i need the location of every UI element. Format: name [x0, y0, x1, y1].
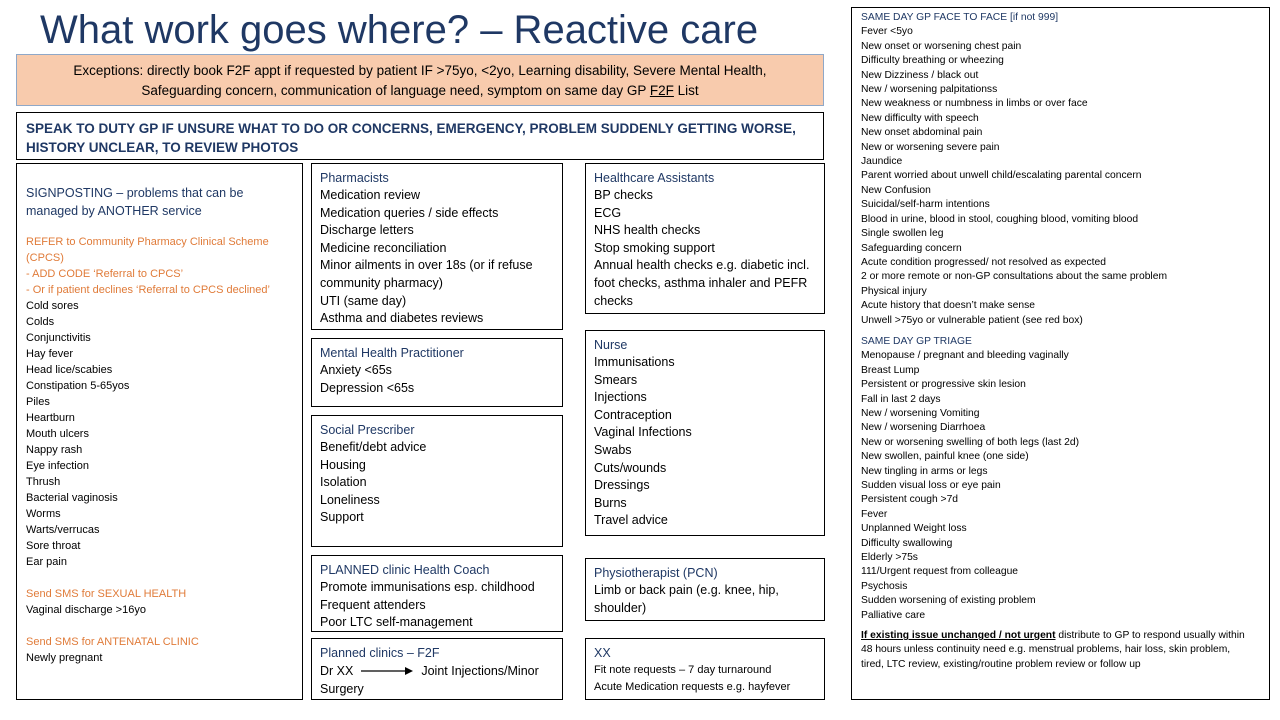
list-item: 2 or more remote or non-GP consultations about the same problem	[861, 271, 1168, 283]
mental-health-list	[320, 362, 554, 397]
arrow-right-icon	[361, 666, 413, 676]
list-item: Sudden visual loss or eye pain	[861, 480, 1001, 491]
clinic-doctor: Dr XX	[320, 664, 354, 678]
list-item: New Confusion	[861, 184, 931, 196]
list-item: New or worsening swelling of both legs (last 2d)	[861, 436, 1080, 448]
list-item: Medication queries / side effects	[320, 205, 499, 220]
health-coach-panel	[311, 555, 563, 632]
list-item: New weakness or numbness in limbs or over face	[861, 98, 1088, 110]
list-item: New or worsening severe pain	[861, 141, 1000, 153]
list-item: Fever <5yo	[861, 26, 913, 38]
mental-health-heading: Mental Health Practitioner	[320, 346, 464, 360]
list-item: Colds	[26, 316, 55, 328]
nurse-panel	[585, 330, 825, 536]
existing-issue-text: distribute to GP to respond usually within 48 hours unless continuity need e.g. menstrual problems, hair loss, skin problem, tired, LTC review, existing/routine problem review or follow up	[861, 630, 1245, 670]
signposting-list	[26, 298, 293, 570]
list-item: Sore throat	[26, 540, 81, 552]
health-coach-list	[320, 579, 554, 632]
list-item: Cuts/wounds	[594, 460, 667, 475]
list-item: Annual health checks e.g. diabetic incl. foot checks, asthma inhaler and PEFR checks	[594, 258, 810, 308]
same-day-f2f-list	[861, 25, 1269, 328]
xx-heading: XX	[594, 646, 611, 660]
exceptions-banner	[16, 54, 824, 106]
signposting-panel	[16, 163, 303, 700]
list-item: Promote immunisations esp. childhood	[320, 580, 535, 594]
list-item: Warts/verrucas	[26, 524, 100, 536]
hca-heading: Healthcare Assistants	[594, 171, 715, 185]
list-item: Jaundice	[861, 156, 903, 168]
list-item: New Dizziness / black out	[861, 69, 979, 81]
physio-heading: Physiotherapist (PCN)	[594, 566, 718, 580]
list-item: Safeguarding concern	[861, 242, 962, 254]
list-item: Travel advice	[594, 513, 668, 528]
existing-issue-bold: If existing issue unchanged / not urgent	[861, 630, 1056, 642]
list-item: Cold sores	[26, 300, 79, 312]
list-item: Suicidal/self-harm intentions	[861, 199, 990, 211]
list-item: Acute condition progressed/ not resolved as expected	[861, 256, 1106, 268]
list-item: Benefit/debt advice	[320, 440, 427, 454]
list-item: Mouth ulcers	[26, 428, 89, 440]
pharmacists-heading: Pharmacists	[320, 171, 389, 185]
list-item: Breast Lump	[861, 364, 920, 376]
list-item: Eye infection	[26, 460, 89, 472]
list-item: Acute Medication requests e.g. hayfever	[594, 681, 791, 693]
list-item: Fall in last 2 days	[861, 393, 941, 405]
list-item: Medication review	[320, 188, 421, 202]
list-item: Medicine reconciliation	[320, 240, 447, 255]
physio-list	[594, 582, 816, 617]
list-item: Acute history that doesn’t make sense	[861, 300, 1035, 312]
hca-panel	[585, 163, 825, 314]
duty-gp-line-2: HISTORY UNCLEAR, TO REVIEW PHOTOS	[26, 140, 299, 155]
physio-panel	[585, 558, 825, 621]
same-day-f2f-heading: SAME DAY GP FACE TO FACE [if not 999]	[861, 12, 1059, 23]
duty-gp-line-1: SPEAK TO DUTY GP IF UNSURE WHAT TO DO OR CONCERNS, EMERGENCY, PROBLEM SUDDENLY GETTING WORSE,	[26, 121, 796, 136]
list-item: Elderly >75s	[861, 552, 918, 564]
xx-list	[594, 662, 816, 696]
list-item: New difficulty with speech	[861, 112, 979, 124]
list-item: Burns	[594, 495, 627, 510]
social-prescriber-list	[320, 439, 554, 527]
list-item: Injections	[594, 390, 647, 405]
list-item: New / worsening palpitationss	[861, 84, 998, 96]
list-item: Vaginal Infections	[594, 425, 692, 440]
health-coach-heading: PLANNED clinic Health Coach	[320, 563, 490, 577]
antenatal-heading: Send SMS for ANTENATAL CLINIC	[26, 636, 199, 648]
list-item: UTI (same day)	[320, 293, 407, 308]
list-item: Menopause / pregnant and bleeding vaginally	[861, 350, 1069, 362]
list-item: Minor ailments in over 18s (or if refuse community pharmacy)	[320, 258, 533, 290]
exceptions-line-2-suffix: List	[673, 83, 699, 98]
list-item: New swollen, painful knee (one side)	[861, 451, 1029, 463]
list-item: Discharge letters	[320, 223, 414, 238]
list-item: Conjunctivitis	[26, 332, 91, 344]
exceptions-line-2-prefix: Safeguarding concern, communication of language need, symptom on same day GP	[141, 83, 650, 98]
sexual-health-item: Vaginal discharge >16yo	[26, 604, 146, 616]
pharmacists-list	[320, 187, 554, 328]
clinic-service: Joint Injections/Minor	[421, 664, 539, 678]
list-item: Hay fever	[26, 348, 74, 360]
same-day-triage-list	[861, 349, 1269, 623]
same-day-triage-heading: SAME DAY GP TRIAGE	[861, 335, 972, 347]
pharmacists-panel	[311, 163, 563, 330]
list-item: Smears	[594, 372, 638, 387]
list-item: Nappy rash	[26, 444, 83, 456]
list-item: Palliative care	[861, 609, 926, 621]
list-item: Bacterial vaginosis	[26, 492, 118, 504]
list-item: Piles	[26, 396, 50, 408]
list-item: Poor LTC self-management	[320, 615, 473, 630]
list-item: New onset abdominal pain	[861, 127, 983, 139]
nurse-heading: Nurse	[594, 338, 628, 352]
list-item: Isolation	[320, 475, 367, 490]
antenatal-item: Newly pregnant	[26, 652, 103, 664]
list-item: Head lice/scabies	[26, 364, 113, 376]
list-item: Fit note requests – 7 day turnaround	[594, 664, 772, 676]
cpcs-heading: REFER to Community Pharmacy Clinical Scheme (CPCS)	[26, 236, 269, 264]
xx-panel	[585, 638, 825, 700]
list-item: Worms	[26, 508, 61, 520]
list-item: Contraception	[594, 407, 672, 422]
duty-gp-banner	[16, 112, 824, 160]
list-item: Dressings	[594, 478, 650, 493]
cpcs-add-code: - ADD CODE ‘Referral to CPCS’	[26, 268, 184, 280]
list-item: Blood in urine, blood in stool, coughing blood, vomiting blood	[861, 213, 1139, 225]
list-item: BP checks	[594, 188, 653, 202]
list-item: Swabs	[594, 442, 632, 457]
list-item: Thrush	[26, 476, 61, 488]
list-item: Frequent attenders	[320, 597, 426, 612]
list-item: Psychosis	[861, 580, 908, 592]
list-item: Difficulty swallowing	[861, 537, 953, 549]
list-item: Support	[320, 510, 364, 525]
planned-clinics-row	[320, 662, 554, 680]
list-item: Loneliness	[320, 492, 380, 507]
list-item: Heartburn	[26, 412, 75, 424]
page-title: What work goes where? – Reactive care	[40, 8, 759, 52]
signposting-heading: SIGNPOSTING – problems that can be managed by ANOTHER service	[26, 186, 244, 218]
list-item: Limb or back pain (e.g. knee, hip, shoulder)	[594, 583, 779, 615]
list-item: Physical injury	[861, 285, 927, 297]
list-item: Sudden worsening of existing problem	[861, 595, 1036, 607]
list-item: 111/Urgent request from colleague	[861, 566, 1019, 578]
list-item: Parent worried about unwell child/escalating parental concern	[861, 170, 1142, 182]
list-item: New / worsening Vomiting	[861, 407, 980, 419]
list-item: Ear pain	[26, 556, 67, 568]
list-item: Asthma and diabetes reviews	[320, 311, 484, 326]
list-item: Fever	[861, 508, 888, 520]
list-item: New onset or worsening chest pain	[861, 40, 1022, 52]
list-item: Anxiety <65s	[320, 363, 392, 377]
list-item: Difficulty breathing or wheezing	[861, 55, 1004, 67]
mental-health-panel	[311, 338, 563, 407]
list-item: Constipation 5-65yos	[26, 380, 130, 392]
hca-list	[594, 187, 816, 310]
list-item: Stop smoking support	[594, 240, 715, 255]
list-item: Unplanned Weight loss	[861, 523, 967, 535]
list-item: Housing	[320, 457, 366, 472]
sexual-health-heading: Send SMS for SEXUAL HEALTH	[26, 588, 187, 600]
list-item: Persistent or progressive skin lesion	[861, 379, 1026, 391]
cpcs-declined: - Or if patient declines ‘Referral to CPCS declined’	[26, 284, 270, 296]
nurse-list	[594, 354, 816, 530]
list-item: Depression <65s	[320, 380, 415, 395]
list-item: NHS health checks	[594, 223, 701, 238]
existing-issue-note	[861, 629, 1269, 672]
list-item: New tingling in arms or legs	[861, 465, 988, 477]
clinic-service-cont: Surgery	[320, 682, 364, 696]
social-prescriber-heading: Social Prescriber	[320, 423, 415, 437]
social-prescriber-panel	[311, 415, 563, 547]
f2f-list-link: F2F	[649, 83, 674, 98]
list-item: ECG	[594, 205, 622, 220]
list-item: Immunisations	[594, 355, 675, 369]
exceptions-line-2	[17, 81, 823, 101]
list-item: Single swollen leg	[861, 228, 944, 240]
planned-clinics-panel	[311, 638, 563, 700]
planned-clinics-heading: Planned clinics – F2F	[320, 646, 440, 660]
exceptions-line-1: Exceptions: directly book F2F appt if requested by patient IF >75yo, <2yo, Learning disability, Severe Mental Health,	[73, 63, 767, 78]
same-day-panel	[851, 7, 1270, 700]
list-item: New / worsening Diarrhoea	[861, 422, 986, 434]
list-item: Unwell >75yo or vulnerable patient (see red box)	[861, 314, 1083, 326]
list-item: Persistent cough >7d	[861, 494, 959, 506]
